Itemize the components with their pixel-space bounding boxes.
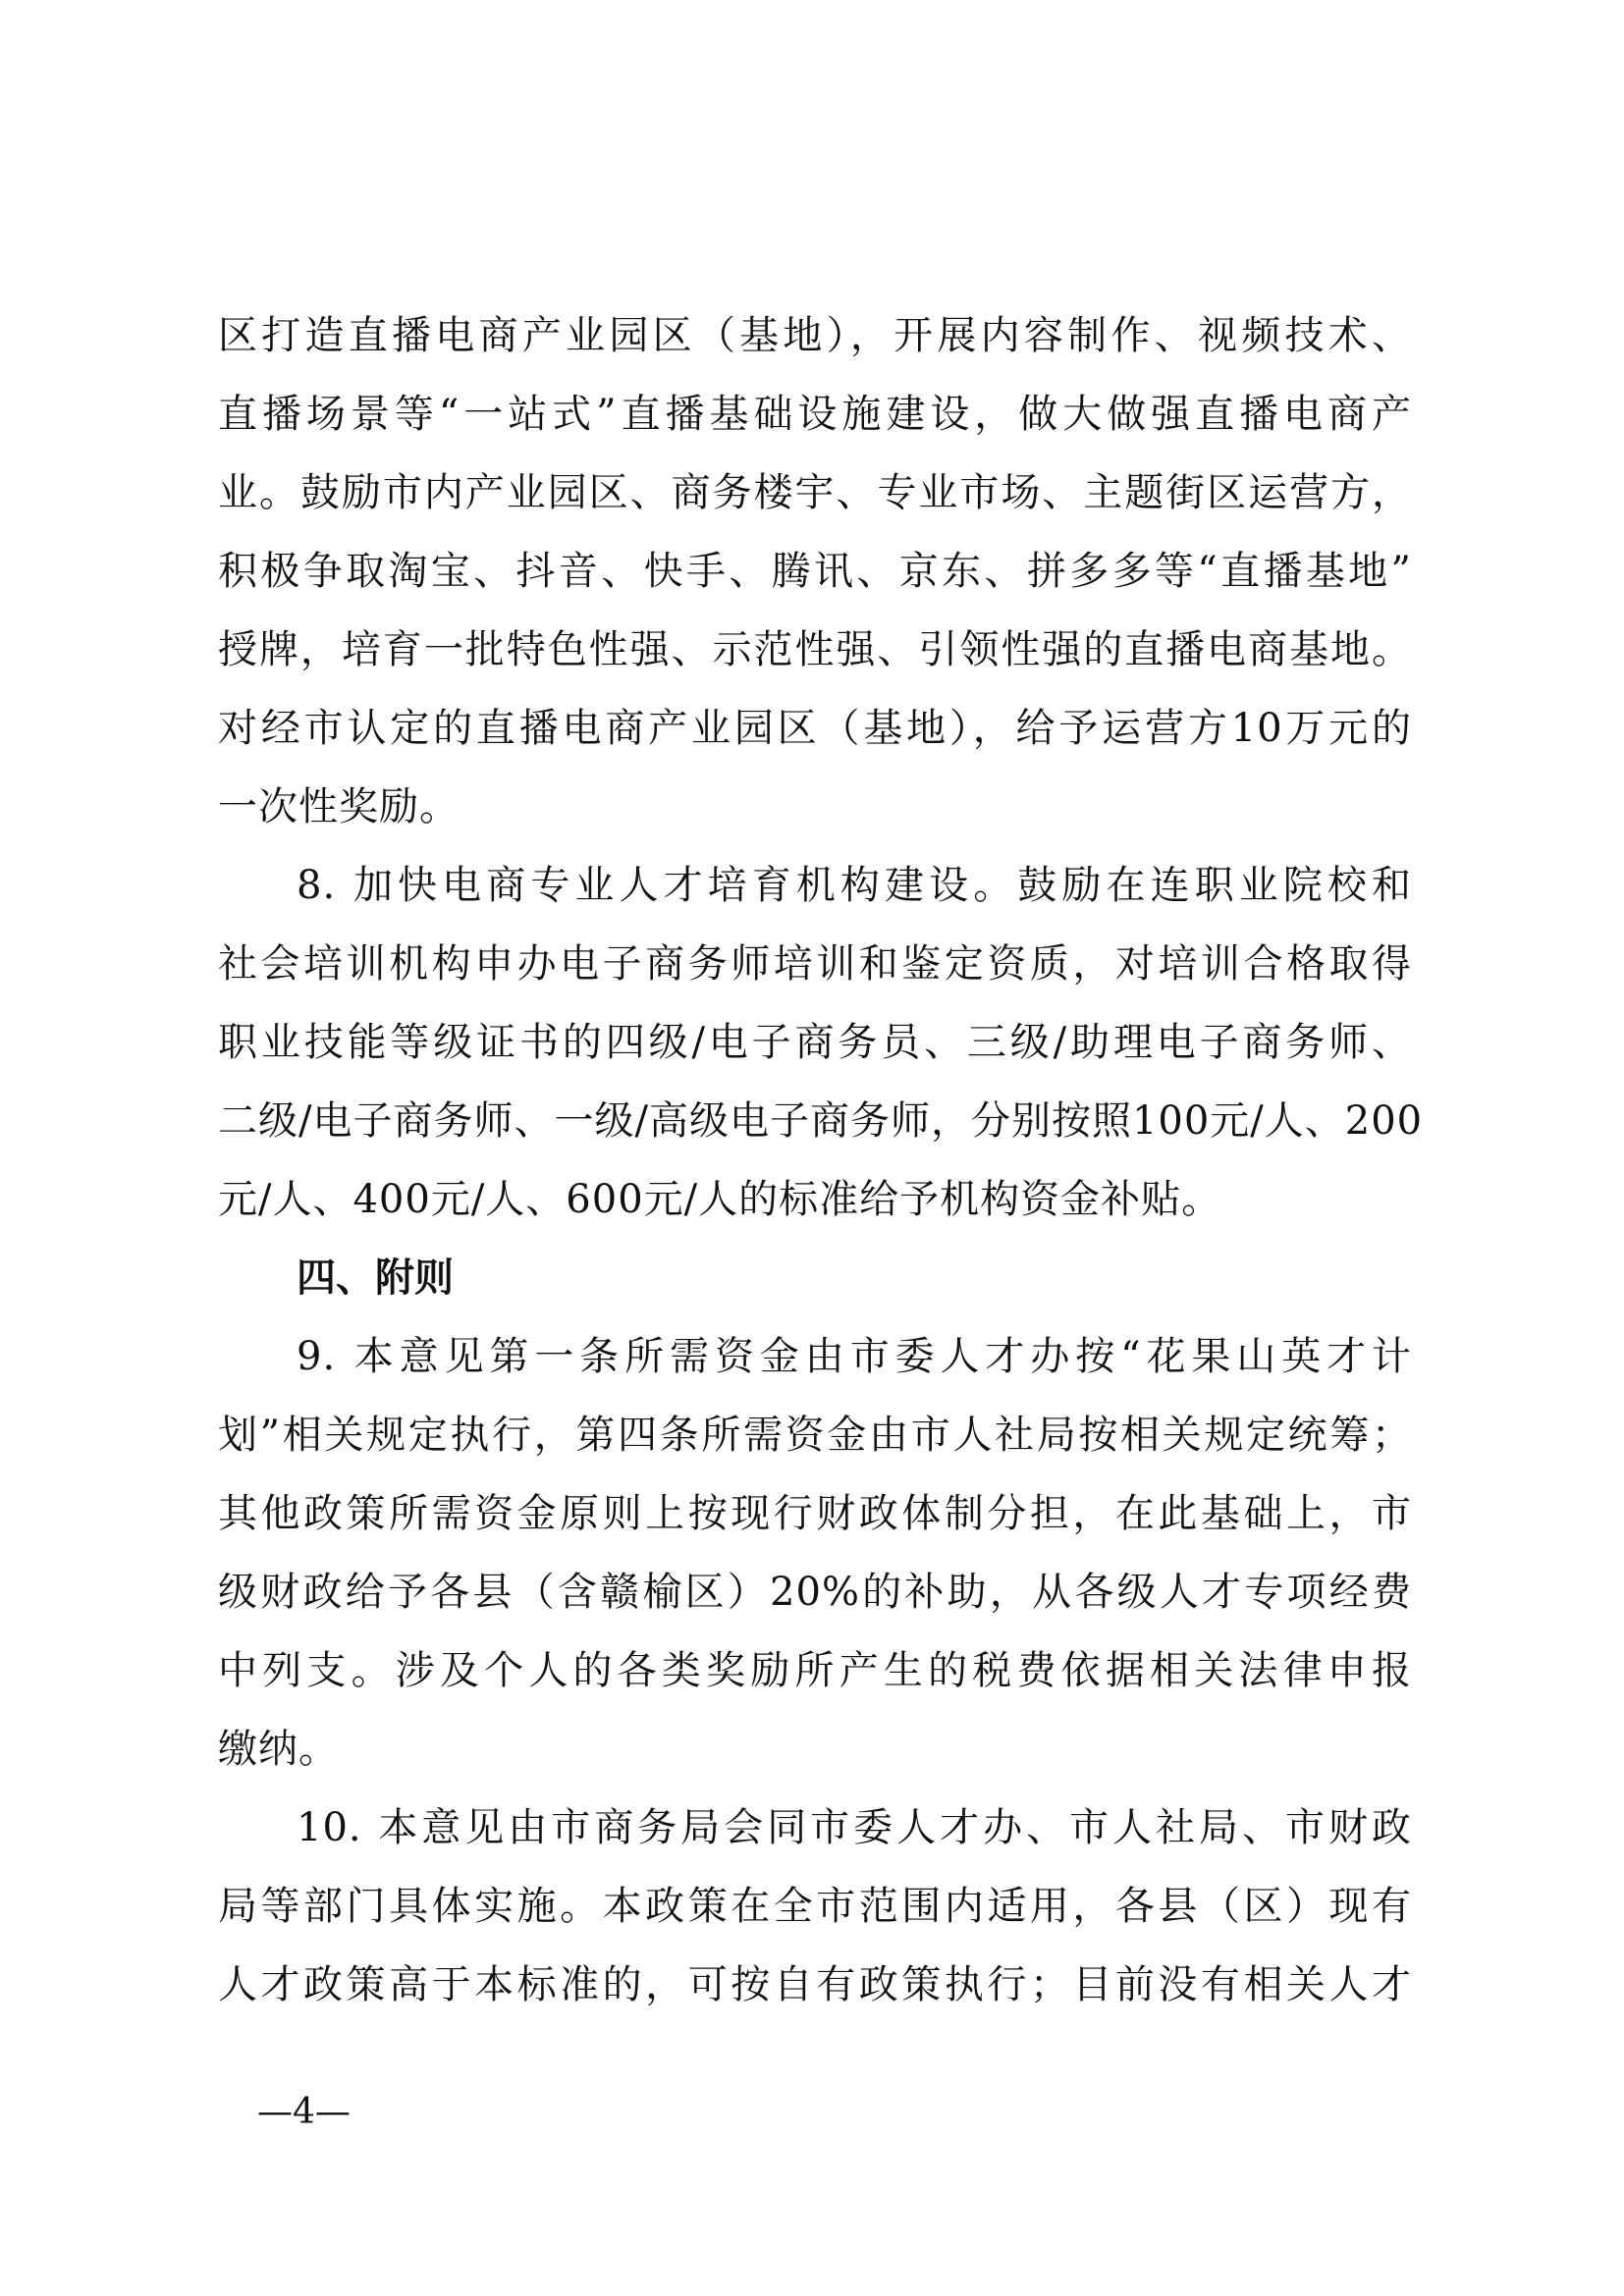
text-line: 缴纳。 [218,1727,339,1772]
text-line: 二级/电子商务师、一级/高级电子商务师，分别按照100元/人、200 [218,1098,1424,1144]
text-line: 局等部门具体实施。本政策在全市范围内适用，各县（区）现有 [218,1884,1412,1929]
page-number: —4— [257,2092,351,2132]
text-line: 元/人、400元/人、600元/人的标准给予机构资金补贴。 [218,1177,1222,1222]
text-line: 一次性奖励。 [218,784,460,829]
text-line: 区打造直播电商产业园区（基地），开展内容制作、视频技术、 [218,313,1412,358]
text-line: 社会培训机构申办电子商务师培训和鉴定资质，对培训合格取得 [218,941,1412,987]
text-line: 对经市认定的直播电商产业园区（基地），给予运营方10万元的 [218,706,1412,751]
text-line: 级财政给予各县（含赣榆区）20%的补助，从各级人才专项经费 [218,1570,1412,1615]
section-heading: 四、附则 [297,1255,454,1301]
text-line: 积极争取淘宝、抖音、快手、腾讯、京东、拼多多等“直播基地” [218,549,1412,594]
text-line: 直播场景等“一站式”直播基础设施建设，做大做强直播电商产 [218,392,1412,437]
text-line: 中列支。涉及个人的各类奖励所产生的税费依据相关法律申报 [218,1648,1412,1693]
text-line: 授牌，培育一批特色性强、示范性强、引领性强的直播电商基地。 [218,627,1412,672]
text-line: 职业技能等级证书的四级/电子商务员、三级/助理电子商务师、 [218,1020,1412,1065]
text-line: 划”相关规定执行，第四条所需资金由市人社局按相关规定统筹； [218,1413,1412,1458]
text-line: 业。鼓励市内产业园区、商务楼宇、专业市场、主题街区运营方， [218,470,1412,515]
paragraph-first-line: 10. 本意见由市商务局会同市委人才办、市人社局、市财政 [297,1805,1412,1850]
paragraph-first-line: 8. 加快电商专业人才培育机构建设。鼓励在连职业院校和 [297,863,1412,908]
text-line: 其他政策所需资金原则上按现行财政体制分担，在此基础上，市 [218,1491,1412,1536]
text-line: 人才政策高于本标准的，可按自有政策执行；目前没有相关人才 [218,1962,1412,2007]
paragraph-first-line: 9. 本意见第一条所需资金由市委人才办按“花果山英才计 [297,1334,1412,1379]
